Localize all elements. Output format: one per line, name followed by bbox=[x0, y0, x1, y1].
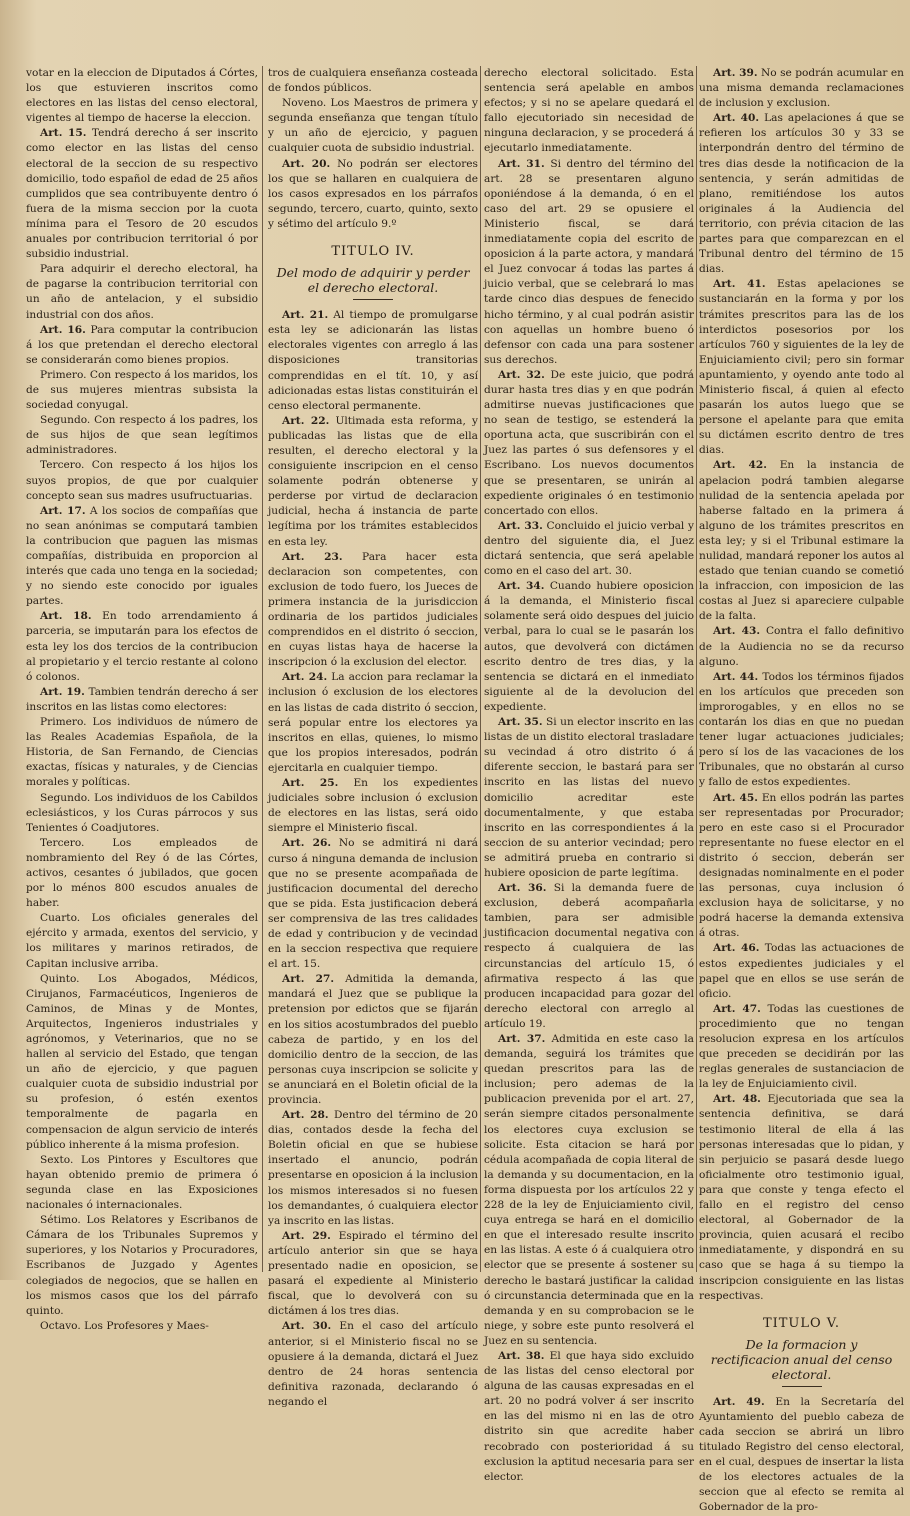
article-paragraph bbox=[484, 519, 694, 579]
paragraph-text: Espirado el término del artículo anterior sin que se haya presentado nadie en oposicion, se pasará el expediente al Ministerio fiscal, que lo devolverá con su dictámen á los tres dias. bbox=[268, 1229, 478, 1318]
paragraph-text: Segundo. Con respecto á los padres, los de sus hijos de que sean legítimos administradores. bbox=[26, 414, 258, 457]
column-4-body bbox=[699, 66, 904, 1304]
paragraph-text: derecho electoral solicitado. Esta sentencia será apelable en ambos efectos; y si no se apelare quedará el fallo ejecutoriado sin necesidad de ninguna declaracion, y se procederá á ejecutarlo inmediatamente. bbox=[484, 67, 694, 155]
column-rule bbox=[480, 66, 481, 1272]
article-paragraph bbox=[484, 1032, 694, 1349]
column-rule bbox=[696, 66, 697, 1272]
paragraph-text: Tambien tendrán derecho á ser inscritos en las listas como electores: bbox=[26, 685, 258, 713]
column-3-body bbox=[484, 66, 694, 1485]
article-paragraph bbox=[26, 504, 258, 610]
column-2-body-continued bbox=[268, 308, 478, 1410]
article-number: Art. 47. bbox=[713, 1002, 761, 1015]
heading-divider bbox=[782, 1386, 822, 1387]
article-paragraph bbox=[699, 1395, 904, 1516]
paragraph-text: Tendrá derecho á ser inscrito como elector en las listas del censo electoral de la seccion de su respectivo domicilio, todo español de edad de 25 años cumplidos que sea contribuyente dentro ó fuera de la misma seccion por la cuota mínima para el Tesoro de 20 escudos anuales por contribucion territorial ó por subsidio industrial. bbox=[26, 127, 258, 261]
article-paragraph bbox=[484, 579, 694, 715]
paragraph-text: Ultimada esta reforma, y publicadas las listas que de ella resulten, el derecho electoral y la consiguiente inscripcion en el censo solamente podrán obtenerse y perderse por virtud de declaracion judicial, hecha á instancia de parte legítima por los trámites establecidos en esta ley. bbox=[268, 414, 478, 548]
paragraph-text: Primero. Los individuos de número de las Reales Academias Española, de la Historia, de San Fernando, de Ciencias exactas, físicas y naturales, y de Ciencias morales y políticas. bbox=[26, 716, 258, 789]
article-paragraph bbox=[699, 941, 904, 1001]
paragraph bbox=[268, 96, 478, 156]
paragraph bbox=[26, 1319, 258, 1334]
title-iv-heading: TITULO IV. bbox=[331, 244, 415, 260]
article-number: Art. 45. bbox=[713, 791, 758, 804]
article-paragraph bbox=[26, 685, 258, 715]
paragraph-text: Las apelaciones á que se refieren los artículos 30 y 33 se interpondrán dentro del término de tres dias desde la notificacion de la sentencia, y serán admitidas de plano, remitiéndose los autos originales á la Audiencia del territorio, con prévia citacion de las partes para que comparezcan en el Tribunal dentro del término de 15 dias. bbox=[699, 112, 904, 276]
article-number: Art. 16. bbox=[40, 323, 86, 336]
article-number: Art. 29. bbox=[282, 1229, 331, 1242]
paragraph bbox=[26, 911, 258, 971]
paragraph-text: Octavo. Los Profesores y Maes- bbox=[40, 1319, 209, 1332]
article-paragraph bbox=[699, 1092, 904, 1303]
paragraph bbox=[26, 262, 258, 322]
paragraph-text: Admitida la demanda, mandará el Juez que se publique la pretension por edictos que se fijarán en los sitios acostumbrados del pueblo cabeza de partido, y en los del domicilio dentro de la seccion, de las personas cuya inscripcion se solicite y se anunciará en el Boletin oficial de la provincia. bbox=[268, 973, 478, 1106]
paragraph bbox=[26, 791, 258, 836]
paragraph-text: Noveno. Los Maestros de primera y segunda enseñanza que tengan título y un año de ejercicio, y paguen cualquier cuota de subsidio industrial. bbox=[268, 97, 478, 155]
paragraph-text: Para hacer esta declaracion son competentes, con exclusion de todo fuero, los Jueces de primera instancia de la jurisdiccion ordinaria de los partidos judiciales comprendidos en el distrito ó seccion, en cuyas listas haya de hacerse la inscripcion ó la exclusion del elector. bbox=[268, 550, 478, 669]
article-number: Art. 30. bbox=[282, 1320, 332, 1333]
article-number: Art. 28. bbox=[282, 1109, 329, 1122]
column-4-body-continued bbox=[699, 1395, 904, 1516]
article-paragraph bbox=[268, 414, 478, 550]
article-number: Art. 20. bbox=[282, 157, 331, 170]
article-paragraph bbox=[26, 323, 258, 368]
article-number: Art. 24. bbox=[282, 671, 328, 684]
paragraph bbox=[268, 66, 478, 96]
article-paragraph bbox=[699, 1002, 904, 1093]
article-number: Art. 35. bbox=[498, 716, 543, 729]
paragraph-text: Si dentro del término del art. 28 se presentaren alguno oponiéndose á la demanda, ó en el caso del art. 29 se opusiere el Ministerio fiscal, se dará inmediatamente copia del escrito de oposicion á la parte actora, y mandará el Juez convocar á todas las partes á juicio verbal, que se celebrará lo mas tarde cinco dias despues de fenecido hicho término, y al cual podrán asistir con aquellas un hombre bueno ó defensor con cada una para sostener sus derechos. bbox=[484, 157, 694, 366]
article-paragraph bbox=[268, 157, 478, 232]
article-number: Art. 18. bbox=[40, 610, 92, 623]
article-paragraph bbox=[26, 126, 258, 262]
paragraph bbox=[26, 972, 258, 1153]
column-2-body bbox=[268, 66, 478, 232]
article-number: Art. 17. bbox=[40, 504, 86, 517]
paragraph-text: Todos los términos fijados en los artículos que preceden son improrogables, y en ellos no se contarán los dias en que no puedan tener lugar actuaciones judiciales; pero sí los de las vacaciones de los Tribunales, que no obstarán al curso y fallo de estos expedientes. bbox=[699, 670, 904, 789]
article-number: Art. 38. bbox=[498, 1349, 545, 1362]
column-rule bbox=[262, 66, 263, 1272]
paragraph-text: votar en la eleccion de Diputados á Córtes, los que estuvieren inscritos como electores en las listas del censo electoral, vigentes al tiempo de hacerse la eleccion. bbox=[26, 67, 258, 125]
article-paragraph bbox=[699, 670, 904, 791]
paragraph-text: Sétimo. Los Relatores y Escribanos de Cámara de los Tribunales Supremos y superiores, y los Notarios y Procuradores, Escribanos de Juzgado y Agentes colegiados de negocios, que se hallen en los mismos casos que los del párrafo quinto. bbox=[26, 1214, 258, 1317]
article-paragraph bbox=[268, 836, 478, 972]
paragraph-text: A los socios de compañías que no sean anónimas se computará tambien la contribucion que paguen las mismas compañías, distribuida en proporcion al interés que cada uno tenga en la sociedad; y no siendo este conocido por iguales partes. bbox=[26, 504, 258, 608]
article-number: Art. 34. bbox=[498, 580, 545, 593]
paragraph bbox=[26, 836, 258, 911]
text-column-1 bbox=[26, 66, 258, 1332]
paragraph-text: Contra el fallo definitivo de la Audiencia no se da recurso alguno. bbox=[699, 625, 904, 668]
paragraph-text: Para computar la contribucion á los que pretendan el derecho electoral se considerarán como bienes propios. bbox=[26, 323, 258, 366]
article-paragraph bbox=[699, 791, 904, 942]
article-number: Art. 41. bbox=[713, 278, 766, 291]
article-number: Art. 39. bbox=[713, 67, 758, 79]
article-paragraph bbox=[268, 1319, 478, 1410]
article-paragraph bbox=[699, 624, 904, 669]
paragraph bbox=[26, 66, 258, 126]
paragraph-text: Cuarto. Los oficiales generales del ejército y armada, exentos del servicio, y los militares y marinos retirados, de Capitan inclusive arriba. bbox=[26, 912, 258, 970]
paragraph-text: De este juicio, que podrá durar hasta tres dias y en que podrán admitirse nuevas justificaciones que no sean de testigo, se estenderá la oportuna acta, que suscribirán con el Juez las partes ó sus defensores y el Escribano. Los nuevos documentos que se presentaren, se unirán al expediente originales ó en testimonio concertado con ellos. bbox=[484, 368, 694, 517]
article-number: Art. 37. bbox=[498, 1033, 546, 1045]
article-paragraph bbox=[268, 670, 478, 776]
article-paragraph bbox=[699, 66, 904, 111]
article-number: Art. 48. bbox=[713, 1093, 761, 1106]
heading-divider bbox=[353, 299, 393, 300]
paragraph bbox=[26, 715, 258, 790]
article-paragraph bbox=[699, 111, 904, 277]
article-number: Art. 23. bbox=[282, 550, 343, 563]
paragraph-text: Admitida en este caso la demanda, seguirá los trámites que quedan prescritos para las de inclusion; pero ademas de la publicacion prevenida por el art. 27, serán siempre citados personalmente los electores cuya exclusion se solicite. Esta citacion se hará por cédula acompañada de copia literal de la demanda y su documentacion, en la forma dispuesta por los artículos 22 y 228 de la ley de Enjuiciamiento civil, cuya entrega se hará en el domicilio en que el interesado resulte inscrito en las listas. A este ó á cualquiera otro elector que se presente á sostener su derecho le bastará justificar la calidad ó circunstancia determinada que en la demanda y en su comprobacion se le niege, y sobre este punto resolverá el Juez en su sentencia. bbox=[484, 1033, 694, 1347]
paragraph-text: Tercero. Con respecto á los hijos los suyos propios, de que por cualquier concepto sean sus madres usufructuarias. bbox=[26, 459, 258, 502]
paragraph-text: En la instancia de apelacion podrá tambien alegarse nulidad de la sentencia apelada por haberse faltado en la primera á alguno de los trámites prescritos en esta ley; y si el Tribunal estimare la nulidad, mandará reponer los autos al estado que tenian cuando se cometió la infraccion, con imposicion de las costas al Juez si apareciere culpable de la falta. bbox=[699, 459, 904, 623]
article-number: Art. 33. bbox=[498, 519, 543, 532]
paragraph-text: Tercero. Los empleados de nombramiento del Rey ó de las Córtes, activos, cesantes ó jubilados, que gocen por lo ménos 800 escudos anuales de haber. bbox=[26, 836, 258, 910]
paragraph-text: No podrán ser electores los que se hallaren en cualquiera de los casos expresados en los párrafos segundo, tercero, cuarto, quinto, sexto y sétimo del artículo 9.º bbox=[268, 157, 478, 230]
article-number: Art. 49. bbox=[713, 1395, 765, 1408]
title-v-subtitle: De la formacion y rectificacion anual del censo electoral. bbox=[710, 1336, 893, 1382]
paragraph-text: tros de cualquiera enseñanza costeada de fondos públicos. bbox=[268, 67, 478, 95]
article-number: Art. 27. bbox=[282, 973, 335, 986]
paragraph-text: En la Secretaría del Ayuntamiento del pueblo cabeza de cada seccion se abrirá un libro titulado Registro del censo electoral, en el cual, despues de insertar la lista de los electores actuales de la seccion que al efecto se remita al Gobernador de la pro- bbox=[699, 1395, 904, 1514]
paragraph-text: En los expedientes judiciales sobre inclusion ó exclusion de electores en las listas, será oido siempre el Ministerio fiscal. bbox=[268, 777, 478, 835]
paragraph-text: Todas las cuestiones de procedimiento que no tengan resolucion expresa en los artículos que preceden se decidirán por las reglas generales de sustanciacion de la ley de Enjuiciamiento civil. bbox=[699, 1002, 904, 1091]
paragraph-text: Quinto. Los Abogados, Médicos, Cirujanos, Farmacéuticos, Ingenieros de Caminos, de Minas y de Montes, Arquitectos, Ingenieros industriales y agrónomos, y Veterinarios, que no se hallen al servicio del Estado, que tengan un año de ejercicio, y que paguen cualquier cuota de subsidio industrial por su profesion, ó estén exentos temporalmente de pagarla en compensacion de algun servicio de interés público inherente á la misma profesion. bbox=[26, 972, 258, 1151]
title-iv-subtitle: Del modo de adquirir y perder el derecho electoral. bbox=[276, 265, 470, 296]
paragraph bbox=[26, 1153, 258, 1213]
article-number: Art. 46. bbox=[713, 942, 760, 955]
paragraph-text: Todas las actuaciones de estos expedientes judiciales y el papel que en ellos se use serán de oficio. bbox=[699, 942, 904, 1000]
text-column-2 bbox=[268, 66, 478, 1408]
article-number: Art. 31. bbox=[498, 157, 545, 170]
article-number: Art. 22. bbox=[282, 414, 330, 427]
article-number: Art. 26. bbox=[282, 837, 332, 850]
column-1-body bbox=[26, 66, 258, 1334]
paragraph-text: Estas apelaciones se sustanciarán en la forma y por los trámites prescritos para las de los interdictos posesorios por los artículos 760 y siguientes de la ley de Enjuiciamiento civil; pero sin formar apuntamiento, y oyendo ante todo al Ministerio fiscal, á quien al efecto pasarán los autos luego que se persone el apelante para que emita su dictámen escrito dentro de tres dias. bbox=[699, 278, 904, 457]
paragraph-text: Si un elector inscrito en las listas de un distito electoral trasladare su vecindad á otro distrito ó á diferente seccion, le bastará para ser inscrito en las listas del nuevo domicilio acreditar este documentalmente, y que estaba inscrito en las correspondientes á la seccion de su anterior vecindad; pero se admitirá prueba en contrario si hubiere oposicion de parte legítima. bbox=[484, 716, 694, 879]
article-paragraph bbox=[26, 609, 258, 684]
article-number: Art. 32. bbox=[498, 368, 545, 381]
paragraph-text: Sexto. Los Pintores y Escultores que hayan obtenido premio de primera ó segunda clase en las Exposiciones nacionales ó internacionales. bbox=[26, 1153, 258, 1212]
article-paragraph bbox=[268, 1229, 478, 1320]
paragraph-text: En ellos podrán las partes ser representadas por Procurador; pero en este caso si el Procurador representante no fuese elector en el distrito ó seccion, deberán ser designadas nominalmente en el poder las personas, cuya inclusion ó exclusion haya de solicitarse, y no podrá hacerse la demanda extensiva á otras. bbox=[699, 791, 904, 940]
article-paragraph bbox=[484, 368, 694, 519]
text-column-3 bbox=[484, 66, 694, 1483]
paragraph-text: Primero. Con respecto á los maridos, los de sus mujeres mientras subsista la sociedad conyugal. bbox=[26, 368, 258, 412]
article-paragraph bbox=[484, 157, 694, 368]
paragraph-text: Al tiempo de promulgarse esta ley se adicionarán las listas electorales vigentes con arreglo á las disposiciones transitorias comprendidas en el tít. 10, y así adicionadas estas listas constituirán el censo electoral permanente. bbox=[268, 309, 478, 412]
paragraph bbox=[26, 413, 258, 458]
paragraph-text: En el caso del artículo anterior, si el Ministerio fiscal no se opusiere á la demanda, dictará el Juez dentro de 24 horas sentencia definitiva razonada, declarando ó negando el bbox=[268, 1320, 478, 1408]
article-number: Art. 36. bbox=[498, 882, 547, 895]
article-paragraph bbox=[268, 1108, 478, 1229]
paragraph-text: Ejecutoriada que sea la sentencia definitiva, se dará testimonio literal de ella á las personas interesadas que lo pidan, y sin perjuicio se pasará desde luego oficialmente otro testimonio igual, para que conste y tenga efecto el fallo en el registro del censo electoral, al Gobernador de la provincia, quien acusará el recibo inmediatamente, y dispondrá en su caso que se haga á su tiempo la inscripcion consiguiente en las listas respectivas. bbox=[699, 1093, 904, 1302]
paragraph-text: Concluido el juicio verbal y dentro del siguiente dia, el Juez dictará sentencia, que será apelable como en el caso del art. 30. bbox=[484, 519, 694, 578]
article-number: Art. 19. bbox=[40, 685, 85, 698]
paragraph bbox=[26, 368, 258, 413]
article-number: Art. 25. bbox=[282, 777, 339, 790]
paragraph-text: Cuando hubiere oposicion á la demanda, el Ministerio fiscal solamente será oido despues del juicio verbal, para lo cual se le pasarán los autos, que devolverá con dictámen escrito dentro de tres dias, y la sentencia se dictará en el inmediato siguiente al de la devolucion del expediente. bbox=[484, 580, 694, 713]
paragraph-text: Dentro del término de 20 dias, contados desde la fecha del Boletin oficial en que se hubiese insertado el anuncio, podrán presentarse en oposicion á la inclusion los mismos interesados si no fuesen los demandantes, ó cualquiera elector ya inscrito en las listas. bbox=[268, 1109, 478, 1227]
article-paragraph bbox=[484, 881, 694, 1032]
article-paragraph bbox=[268, 308, 478, 414]
article-number: Art. 43. bbox=[713, 625, 761, 638]
title-v-heading: TITULO V. bbox=[762, 1315, 841, 1331]
text-column-4 bbox=[699, 66, 904, 1514]
article-paragraph bbox=[484, 715, 694, 881]
paragraph bbox=[26, 458, 258, 503]
paragraph bbox=[484, 66, 694, 157]
paragraph-text: El que haya sido excluido de las listas del censo electoral por alguna de las causas expresadas en el art. 20 no podrá volver á ser inscrito en las del mismo ni en las de otro distrito sin que acredite haber recobrado con posterioridad á su exclusion la aptitud necesaria para ser elector. bbox=[484, 1349, 694, 1483]
paragraph-text: La accion para reclamar la inclusion ó exclusion de los electores en las listas de cada distrito ó seccion, será popular entre los electores ya inscritos en ellas, quienes, lo mismo que los propios interesados, podrán ejercitarla en cualquier tiempo. bbox=[268, 671, 478, 774]
article-paragraph bbox=[699, 277, 904, 458]
paragraph-text: No se admitirá ni dará curso á ninguna demanda de inclusion que no se presente acompañada de justificacion documental del derecho que se pida. Esta justificacion deberá ser comprensiva de las tres calidades de edad y contribucion y de vecindad en la seccion respectiva que requiere el art. 15. bbox=[268, 837, 478, 971]
paragraph-text: En todo arrendamiento á parceria, se imputarán para los efectos de esta ley los dos tercios de la contribucion al propietario y el tercio restante al colono ó colonos. bbox=[26, 610, 258, 683]
article-paragraph bbox=[268, 972, 478, 1108]
paragraph-text: No se podrán acumular en una misma demanda reclamaciones de inclusion y exclusion. bbox=[699, 67, 904, 110]
article-number: Art. 15. bbox=[40, 127, 87, 140]
article-paragraph bbox=[268, 550, 478, 671]
paragraph-text: Para adquirir el derecho electoral, ha de pagarse la contribucion territorial con un año de antelacion, y el subsidio industrial con dos años. bbox=[26, 263, 258, 321]
article-number: Art. 21. bbox=[282, 309, 329, 322]
paragraph-text: Si la demanda fuere de exclusion, deberá acompañarla tambien, para ser admisible justificacion documental negativa con respecto á cualquiera de las circunstancias del artículo 15, ó afirmativa respecto á las que producen incapacidad para gozar del derecho electoral con arreglo al artículo 19. bbox=[484, 882, 694, 1030]
article-number: Art. 44. bbox=[713, 670, 759, 683]
paragraph bbox=[26, 1213, 258, 1319]
paragraph-text: Segundo. Los individuos de los Cabildos eclesiásticos, y los Curas párrocos y sus Tenientes ó Coadjutores. bbox=[26, 791, 258, 834]
article-paragraph bbox=[268, 776, 478, 836]
article-paragraph bbox=[484, 1349, 694, 1485]
article-paragraph bbox=[699, 458, 904, 624]
article-number: Art. 40. bbox=[713, 112, 760, 125]
article-number: Art. 42. bbox=[713, 459, 767, 472]
